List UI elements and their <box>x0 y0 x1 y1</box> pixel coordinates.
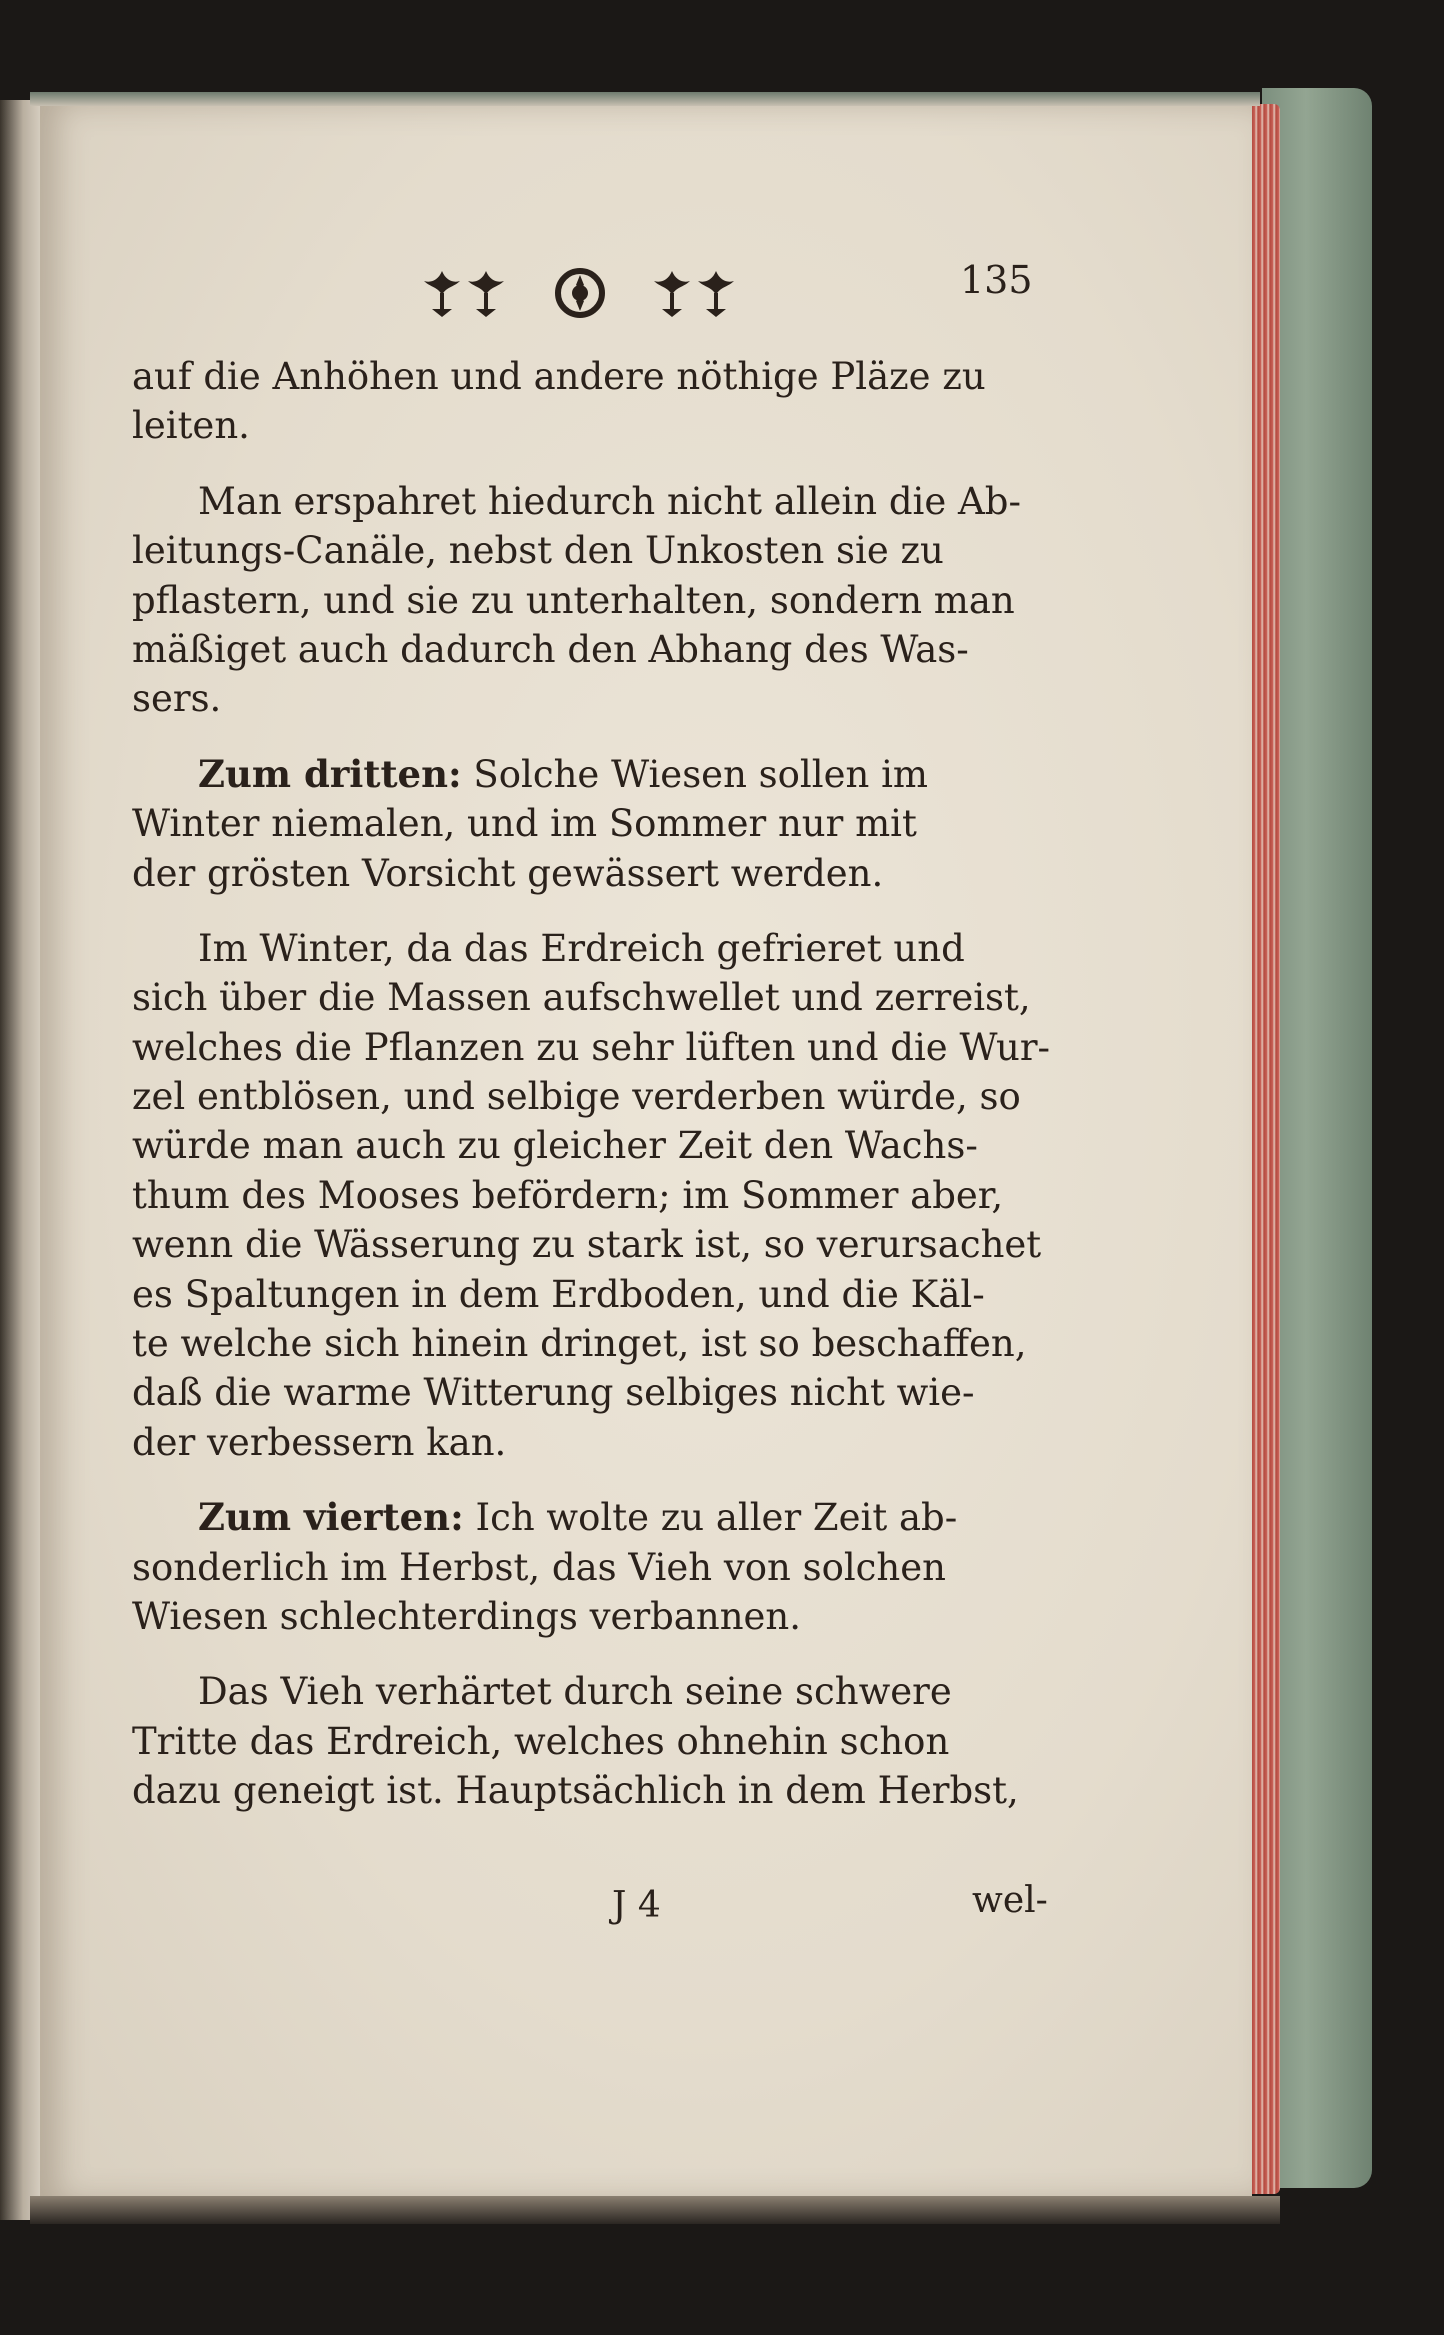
text-line: daß die warme Witterung selbiges nicht wie- <box>132 1371 975 1415</box>
fleuron-left-icon <box>420 265 510 321</box>
section-lead: Zum dritten: <box>198 751 462 796</box>
header-ornament <box>420 258 740 328</box>
text-line: Man erspahret hiedurch nicht allein die Ab- <box>198 479 1021 523</box>
text-line <box>132 1493 1052 1542</box>
signature-mark: J 4 <box>612 1885 661 1926</box>
text-line-rest: Ich wolte zu aller Zeit ab- <box>463 1496 958 1540</box>
body-text <box>132 352 1052 1816</box>
text-line: der grösten Vorsicht gewässert werden. <box>132 851 884 895</box>
text-line: welches die Pflanzen zu sehr lüften und die Wur- <box>132 1025 1051 1069</box>
text-line: Das Vieh verhärtet durch seine schwere <box>198 1670 952 1714</box>
text-line: Im Winter, da das Erdreich gefrieret und <box>198 926 965 970</box>
page-bottom-shadow <box>30 2196 1280 2224</box>
text-line: mäßiget auch dadurch den Abhang des Was- <box>132 627 969 671</box>
text-line: te welche sich hinein dringet, ist so beschaffen, <box>132 1322 1027 1366</box>
text-line: leiten. <box>132 404 250 448</box>
text-line: dazu geneigt ist. Hauptsächlich in dem Herbst, <box>132 1769 1019 1813</box>
text-line: thum des Mooses befördern; im Sommer aber, <box>132 1173 1004 1217</box>
text-line: sers. <box>132 677 222 721</box>
text-line: sich über die Massen aufschwellet und zerreist, <box>132 976 1031 1020</box>
text-line: zel entblösen, und selbige verderben würde, so <box>132 1075 1021 1119</box>
section-lead: Zum vierten: <box>198 1495 464 1540</box>
text-line: Tritte das Erdreich, welches ohnehin schon <box>132 1719 950 1763</box>
text-line: leitungs-Canäle, nebst den Unkosten sie zu <box>132 529 944 573</box>
page-number: 135 <box>960 258 1033 302</box>
text-line: der verbessern kan. <box>132 1420 507 1464</box>
text-line: würde man auch zu gleicher Zeit den Wachs- <box>132 1124 978 1168</box>
left-page-edge <box>0 100 42 2220</box>
text-line: Winter niemalen, und im Sommer nur mit <box>132 802 917 846</box>
catchword: wel- <box>972 1880 1048 1921</box>
text-line: sonderlich im Herbst, das Vieh von solchen <box>132 1545 946 1589</box>
text-line <box>132 750 1052 799</box>
text-line: wenn die Wässerung zu stark ist, so verursachet <box>132 1223 1042 1267</box>
flower-ornament-icon <box>550 265 610 321</box>
text-line: pflastern, und sie zu unterhalten, sondern man <box>132 578 1015 622</box>
fleuron-right-icon <box>650 265 740 321</box>
text-line: auf die Anhöhen und andere nöthige Pläze zu <box>132 355 986 398</box>
text-line: Wiesen schlechterdings verbannen. <box>132 1594 802 1638</box>
text-line: es Spaltungen in dem Erdboden, und die Käl- <box>132 1272 985 1316</box>
top-page-edge <box>30 92 1260 106</box>
text-line-rest: Solche Wiesen sollen im <box>461 752 929 796</box>
